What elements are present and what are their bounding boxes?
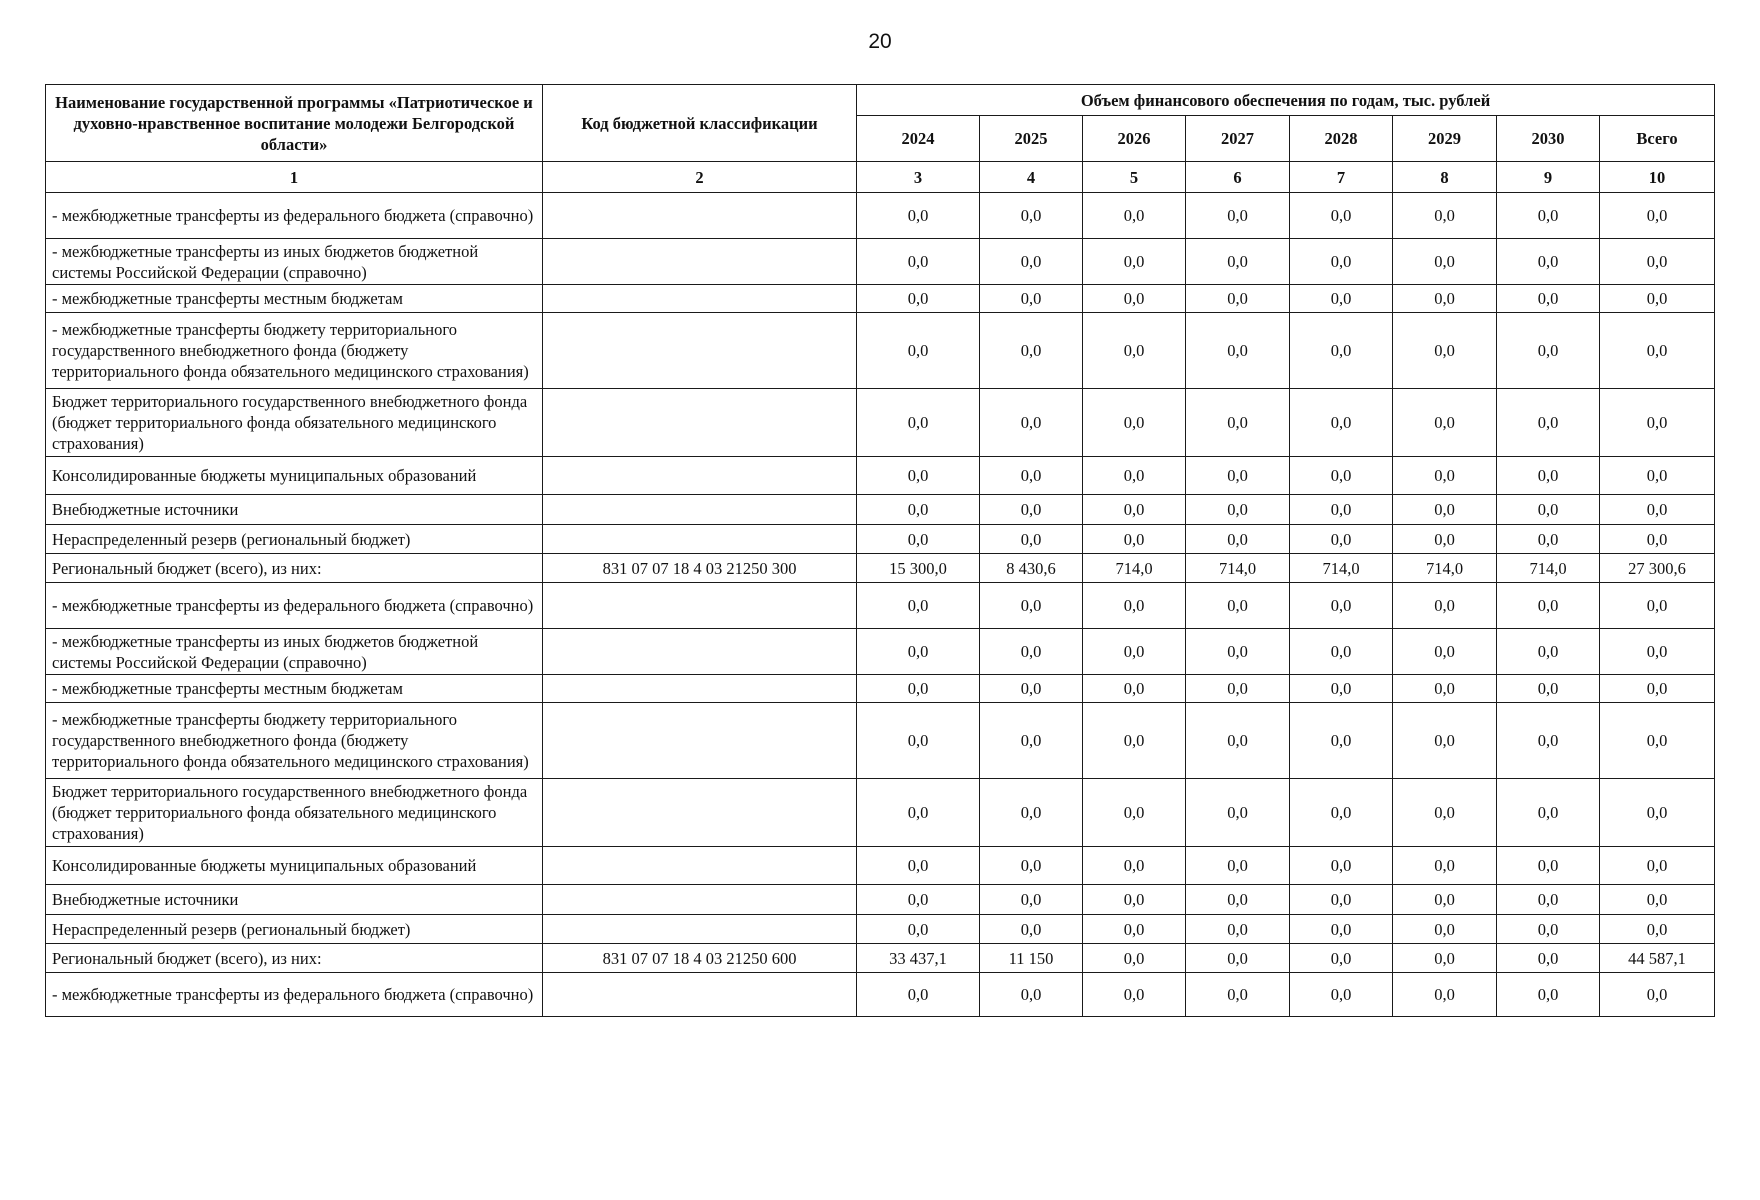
total-value-cell: 0,0 bbox=[1600, 885, 1715, 915]
column-number: 9 bbox=[1497, 162, 1600, 193]
year-value-cell: 11 150 bbox=[980, 944, 1083, 973]
year-value-cell: 0,0 bbox=[1186, 389, 1290, 457]
budget-code-cell bbox=[543, 193, 857, 239]
budget-code-cell bbox=[543, 703, 857, 779]
year-value-cell: 0,0 bbox=[857, 285, 980, 313]
row-name-cell: Консолидированные бюджеты муниципальных образований bbox=[46, 847, 543, 885]
row-name-cell: - межбюджетные трансферты из федерального бюджета (справочно) bbox=[46, 193, 543, 239]
year-value-cell: 0,0 bbox=[1186, 495, 1290, 525]
total-value-cell: 0,0 bbox=[1600, 525, 1715, 554]
row-name-cell: Региональный бюджет (всего), из них: bbox=[46, 944, 543, 973]
year-value-cell: 0,0 bbox=[1186, 885, 1290, 915]
year-value-cell: 0,0 bbox=[1497, 629, 1600, 675]
year-value-cell: 0,0 bbox=[1290, 847, 1393, 885]
year-value-cell: 0,0 bbox=[1497, 915, 1600, 944]
table-row bbox=[46, 193, 1715, 239]
year-value-cell: 0,0 bbox=[1083, 525, 1186, 554]
year-value-cell: 0,0 bbox=[1290, 779, 1393, 847]
row-name-cell: - межбюджетные трансферты местным бюджетам bbox=[46, 285, 543, 313]
column-number: 10 bbox=[1600, 162, 1715, 193]
total-value-cell: 0,0 bbox=[1600, 313, 1715, 389]
year-value-cell: 0,0 bbox=[980, 847, 1083, 885]
column-number: 7 bbox=[1290, 162, 1393, 193]
budget-code-cell bbox=[543, 525, 857, 554]
year-value-cell: 0,0 bbox=[1497, 675, 1600, 703]
total-value-cell: 0,0 bbox=[1600, 389, 1715, 457]
total-value-cell: 0,0 bbox=[1600, 675, 1715, 703]
budget-code-cell bbox=[543, 285, 857, 313]
year-value-cell: 0,0 bbox=[1083, 313, 1186, 389]
year-value-cell: 0,0 bbox=[980, 193, 1083, 239]
year-value-cell: 0,0 bbox=[1083, 495, 1186, 525]
column-number-row bbox=[46, 162, 1715, 193]
year-value-cell: 0,0 bbox=[1186, 703, 1290, 779]
year-value-cell: 0,0 bbox=[1083, 285, 1186, 313]
year-value-cell: 0,0 bbox=[980, 313, 1083, 389]
year-value-cell: 0,0 bbox=[980, 495, 1083, 525]
year-value-cell: 0,0 bbox=[857, 583, 980, 629]
row-name-cell: - межбюджетные трансферты из иных бюджетов бюджетной системы Российской Федерации (справочно) bbox=[46, 629, 543, 675]
year-value-cell: 0,0 bbox=[1083, 193, 1186, 239]
row-name-cell: - межбюджетные трансферты бюджету территориального государственного внебюджетного фонда (бюджету территориального фонда обязательного медицинского страхования) bbox=[46, 313, 543, 389]
year-value-cell: 0,0 bbox=[1083, 847, 1186, 885]
table-row bbox=[46, 703, 1715, 779]
year-value-cell: 0,0 bbox=[1497, 313, 1600, 389]
year-value-cell: 0,0 bbox=[1290, 495, 1393, 525]
budget-code-cell bbox=[543, 239, 857, 285]
total-value-cell: 0,0 bbox=[1600, 629, 1715, 675]
year-value-cell: 0,0 bbox=[857, 239, 980, 285]
year-value-cell: 0,0 bbox=[1497, 583, 1600, 629]
row-name-cell: - межбюджетные трансферты местным бюджетам bbox=[46, 675, 543, 703]
total-value-cell: 0,0 bbox=[1600, 495, 1715, 525]
year-value-cell: 0,0 bbox=[1393, 885, 1497, 915]
row-name-cell: Внебюджетные источники bbox=[46, 495, 543, 525]
table-row bbox=[46, 285, 1715, 313]
year-value-cell: 0,0 bbox=[1393, 583, 1497, 629]
year-value-cell: 0,0 bbox=[980, 915, 1083, 944]
total-value-cell: 44 587,1 bbox=[1600, 944, 1715, 973]
year-value-cell: 8 430,6 bbox=[980, 554, 1083, 583]
total-value-cell: 0,0 bbox=[1600, 285, 1715, 313]
year-value-cell: 0,0 bbox=[1083, 885, 1186, 915]
year-value-cell: 0,0 bbox=[857, 885, 980, 915]
year-value-cell: 0,0 bbox=[1083, 944, 1186, 973]
budget-code-cell: 831 07 07 18 4 03 21250 300 bbox=[543, 554, 857, 583]
budget-code-cell bbox=[543, 629, 857, 675]
year-value-cell: 0,0 bbox=[1290, 313, 1393, 389]
column-number: 5 bbox=[1083, 162, 1186, 193]
year-value-cell: 0,0 bbox=[857, 313, 980, 389]
year-value-cell: 0,0 bbox=[980, 885, 1083, 915]
year-value-cell: 714,0 bbox=[1393, 554, 1497, 583]
table-row bbox=[46, 239, 1715, 285]
year-value-cell: 0,0 bbox=[1083, 915, 1186, 944]
year-value-cell: 0,0 bbox=[1497, 457, 1600, 495]
year-value-cell: 0,0 bbox=[1083, 239, 1186, 285]
table-row bbox=[46, 885, 1715, 915]
table-row bbox=[46, 779, 1715, 847]
total-value-cell: 0,0 bbox=[1600, 973, 1715, 1017]
budget-table bbox=[45, 84, 1715, 1017]
budget-code-cell bbox=[543, 675, 857, 703]
total-value-cell: 0,0 bbox=[1600, 847, 1715, 885]
row-name-cell: Региональный бюджет (всего), из них: bbox=[46, 554, 543, 583]
year-value-cell: 0,0 bbox=[857, 703, 980, 779]
year-value-cell: 0,0 bbox=[857, 193, 980, 239]
year-header-2025: 2025 bbox=[980, 116, 1083, 162]
budget-code-cell bbox=[543, 847, 857, 885]
year-value-cell: 0,0 bbox=[857, 675, 980, 703]
year-value-cell: 0,0 bbox=[1393, 703, 1497, 779]
table-row bbox=[46, 554, 1715, 583]
page-number: 20 bbox=[868, 30, 892, 53]
year-value-cell: 0,0 bbox=[1290, 703, 1393, 779]
year-value-cell: 0,0 bbox=[1186, 583, 1290, 629]
table-row bbox=[46, 389, 1715, 457]
column-number: 8 bbox=[1393, 162, 1497, 193]
year-value-cell: 0,0 bbox=[1186, 973, 1290, 1017]
year-value-cell: 0,0 bbox=[980, 779, 1083, 847]
year-value-cell: 0,0 bbox=[1186, 629, 1290, 675]
year-value-cell: 0,0 bbox=[1393, 629, 1497, 675]
year-value-cell: 0,0 bbox=[1393, 944, 1497, 973]
header-row bbox=[46, 85, 1715, 116]
column-number: 2 bbox=[543, 162, 857, 193]
year-value-cell: 0,0 bbox=[1083, 703, 1186, 779]
year-value-cell: 0,0 bbox=[1290, 944, 1393, 973]
year-value-cell: 0,0 bbox=[1497, 193, 1600, 239]
year-value-cell: 0,0 bbox=[1290, 675, 1393, 703]
year-value-cell: 0,0 bbox=[1393, 389, 1497, 457]
row-name-cell: Бюджет территориального государственного внебюджетного фонда (бюджет территориального фонда обязательного медицинского страхования) bbox=[46, 779, 543, 847]
budget-code-cell bbox=[543, 495, 857, 525]
year-value-cell: 0,0 bbox=[1290, 525, 1393, 554]
year-value-cell: 0,0 bbox=[1393, 193, 1497, 239]
year-value-cell: 0,0 bbox=[1497, 495, 1600, 525]
table-row bbox=[46, 915, 1715, 944]
year-value-cell: 0,0 bbox=[1186, 847, 1290, 885]
total-value-cell: 27 300,6 bbox=[1600, 554, 1715, 583]
year-value-cell: 0,0 bbox=[1083, 457, 1186, 495]
total-value-cell: 0,0 bbox=[1600, 239, 1715, 285]
year-value-cell: 0,0 bbox=[1393, 779, 1497, 847]
year-value-cell: 0,0 bbox=[980, 525, 1083, 554]
year-value-cell: 0,0 bbox=[1290, 973, 1393, 1017]
year-value-cell: 0,0 bbox=[1186, 944, 1290, 973]
year-value-cell: 0,0 bbox=[980, 703, 1083, 779]
year-header-2029: 2029 bbox=[1393, 116, 1497, 162]
budget-code-header: Код бюджетной классификации bbox=[543, 85, 857, 162]
funding-volume-header: Объем финансового обеспечения по годам, тыс. рублей bbox=[857, 85, 1715, 116]
year-value-cell: 0,0 bbox=[980, 389, 1083, 457]
year-value-cell: 0,0 bbox=[1497, 847, 1600, 885]
year-value-cell: 0,0 bbox=[980, 629, 1083, 675]
table-row bbox=[46, 525, 1715, 554]
year-value-cell: 0,0 bbox=[1497, 703, 1600, 779]
year-value-cell: 0,0 bbox=[1393, 675, 1497, 703]
year-value-cell: 0,0 bbox=[1497, 239, 1600, 285]
year-value-cell: 0,0 bbox=[980, 239, 1083, 285]
budget-code-cell bbox=[543, 779, 857, 847]
total-value-cell: 0,0 bbox=[1600, 457, 1715, 495]
budget-code-cell bbox=[543, 457, 857, 495]
year-header-2024: 2024 bbox=[857, 116, 980, 162]
year-value-cell: 0,0 bbox=[1290, 885, 1393, 915]
row-name-cell: Нераспределенный резерв (региональный бюджет) bbox=[46, 525, 543, 554]
budget-code-cell bbox=[543, 973, 857, 1017]
table-row bbox=[46, 457, 1715, 495]
year-value-cell: 0,0 bbox=[1290, 285, 1393, 313]
year-value-cell: 0,0 bbox=[1083, 583, 1186, 629]
total-value-cell: 0,0 bbox=[1600, 583, 1715, 629]
total-value-cell: 0,0 bbox=[1600, 703, 1715, 779]
year-value-cell: 0,0 bbox=[1497, 779, 1600, 847]
column-number: 6 bbox=[1186, 162, 1290, 193]
year-value-cell: 0,0 bbox=[1083, 675, 1186, 703]
budget-code-cell bbox=[543, 313, 857, 389]
budget-code-cell bbox=[543, 915, 857, 944]
budget-code-cell bbox=[543, 885, 857, 915]
table-row bbox=[46, 313, 1715, 389]
year-value-cell: 15 300,0 bbox=[857, 554, 980, 583]
row-name-cell: - межбюджетные трансферты из федерального бюджета (справочно) bbox=[46, 583, 543, 629]
budget-code-cell: 831 07 07 18 4 03 21250 600 bbox=[543, 944, 857, 973]
year-value-cell: 0,0 bbox=[857, 973, 980, 1017]
year-value-cell: 0,0 bbox=[980, 457, 1083, 495]
row-name-cell: - межбюджетные трансферты из иных бюджетов бюджетной системы Российской Федерации (справочно) bbox=[46, 239, 543, 285]
year-value-cell: 0,0 bbox=[1186, 457, 1290, 495]
year-value-cell: 0,0 bbox=[1186, 193, 1290, 239]
row-name-cell: - межбюджетные трансферты бюджету территориального государственного внебюджетного фонда (бюджету территориального фонда обязательного медицинского страхования) bbox=[46, 703, 543, 779]
year-value-cell: 0,0 bbox=[1290, 457, 1393, 495]
row-name-cell: Бюджет территориального государственного внебюджетного фонда (бюджет территориального фонда обязательного медицинского страхования) bbox=[46, 389, 543, 457]
column-number: 4 bbox=[980, 162, 1083, 193]
year-value-cell: 714,0 bbox=[1186, 554, 1290, 583]
year-header-2026: 2026 bbox=[1083, 116, 1186, 162]
year-value-cell: 0,0 bbox=[1393, 973, 1497, 1017]
year-value-cell: 0,0 bbox=[1083, 629, 1186, 675]
year-header-2027: 2027 bbox=[1186, 116, 1290, 162]
row-name-cell: - межбюджетные трансферты из федерального бюджета (справочно) bbox=[46, 973, 543, 1017]
year-value-cell: 0,0 bbox=[980, 285, 1083, 313]
year-value-cell: 0,0 bbox=[1393, 915, 1497, 944]
year-value-cell: 0,0 bbox=[857, 457, 980, 495]
total-value-cell: 0,0 bbox=[1600, 779, 1715, 847]
year-value-cell: 0,0 bbox=[980, 583, 1083, 629]
year-value-cell: 0,0 bbox=[1290, 629, 1393, 675]
year-value-cell: 0,0 bbox=[1497, 389, 1600, 457]
year-value-cell: 0,0 bbox=[980, 973, 1083, 1017]
year-value-cell: 0,0 bbox=[857, 915, 980, 944]
year-value-cell: 0,0 bbox=[1393, 847, 1497, 885]
column-number: 1 bbox=[46, 162, 543, 193]
year-value-cell: 714,0 bbox=[1083, 554, 1186, 583]
year-value-cell: 0,0 bbox=[1083, 973, 1186, 1017]
table-row bbox=[46, 973, 1715, 1017]
year-value-cell: 0,0 bbox=[1497, 973, 1600, 1017]
year-value-cell: 0,0 bbox=[857, 389, 980, 457]
year-value-cell: 0,0 bbox=[1186, 239, 1290, 285]
year-value-cell: 0,0 bbox=[1290, 915, 1393, 944]
year-value-cell: 0,0 bbox=[1186, 525, 1290, 554]
year-value-cell: 0,0 bbox=[1393, 525, 1497, 554]
year-value-cell: 0,0 bbox=[1290, 389, 1393, 457]
year-value-cell: 0,0 bbox=[1393, 313, 1497, 389]
year-value-cell: 0,0 bbox=[1393, 495, 1497, 525]
year-value-cell: 0,0 bbox=[1497, 525, 1600, 554]
year-header-total: Всего bbox=[1600, 116, 1715, 162]
year-value-cell: 0,0 bbox=[1083, 779, 1186, 847]
budget-code-cell bbox=[543, 583, 857, 629]
table-row bbox=[46, 495, 1715, 525]
program-name-header: Наименование государственной программы «Патриотическое и духовно-нравственное воспитание молодежи Белгородской области» bbox=[46, 85, 543, 162]
year-value-cell: 0,0 bbox=[980, 675, 1083, 703]
year-value-cell: 0,0 bbox=[1186, 313, 1290, 389]
year-value-cell: 0,0 bbox=[1497, 885, 1600, 915]
year-value-cell: 714,0 bbox=[1290, 554, 1393, 583]
year-value-cell: 0,0 bbox=[1186, 915, 1290, 944]
year-value-cell: 0,0 bbox=[1290, 193, 1393, 239]
year-value-cell: 0,0 bbox=[857, 629, 980, 675]
year-value-cell: 0,0 bbox=[1290, 239, 1393, 285]
row-name-cell: Консолидированные бюджеты муниципальных образований bbox=[46, 457, 543, 495]
year-value-cell: 0,0 bbox=[1186, 285, 1290, 313]
row-name-cell: Нераспределенный резерв (региональный бюджет) bbox=[46, 915, 543, 944]
year-value-cell: 0,0 bbox=[1393, 239, 1497, 285]
table-row bbox=[46, 629, 1715, 675]
year-value-cell: 0,0 bbox=[857, 779, 980, 847]
table-row bbox=[46, 847, 1715, 885]
year-header-2028: 2028 bbox=[1290, 116, 1393, 162]
year-value-cell: 0,0 bbox=[1186, 675, 1290, 703]
table-row bbox=[46, 675, 1715, 703]
total-value-cell: 0,0 bbox=[1600, 193, 1715, 239]
year-value-cell: 0,0 bbox=[1497, 944, 1600, 973]
table-row bbox=[46, 583, 1715, 629]
year-value-cell: 0,0 bbox=[1393, 457, 1497, 495]
year-value-cell: 0,0 bbox=[1290, 583, 1393, 629]
budget-code-cell bbox=[543, 389, 857, 457]
year-value-cell: 0,0 bbox=[1497, 285, 1600, 313]
table-body bbox=[46, 193, 1715, 1017]
row-name-cell: Внебюджетные источники bbox=[46, 885, 543, 915]
year-value-cell: 33 437,1 bbox=[857, 944, 980, 973]
total-value-cell: 0,0 bbox=[1600, 915, 1715, 944]
year-header-2030: 2030 bbox=[1497, 116, 1600, 162]
year-value-cell: 0,0 bbox=[857, 495, 980, 525]
column-number: 3 bbox=[857, 162, 980, 193]
year-value-cell: 0,0 bbox=[1186, 779, 1290, 847]
year-value-cell: 0,0 bbox=[857, 525, 980, 554]
table-row bbox=[46, 944, 1715, 973]
year-value-cell: 0,0 bbox=[857, 847, 980, 885]
year-value-cell: 714,0 bbox=[1497, 554, 1600, 583]
year-value-cell: 0,0 bbox=[1083, 389, 1186, 457]
year-value-cell: 0,0 bbox=[1393, 285, 1497, 313]
